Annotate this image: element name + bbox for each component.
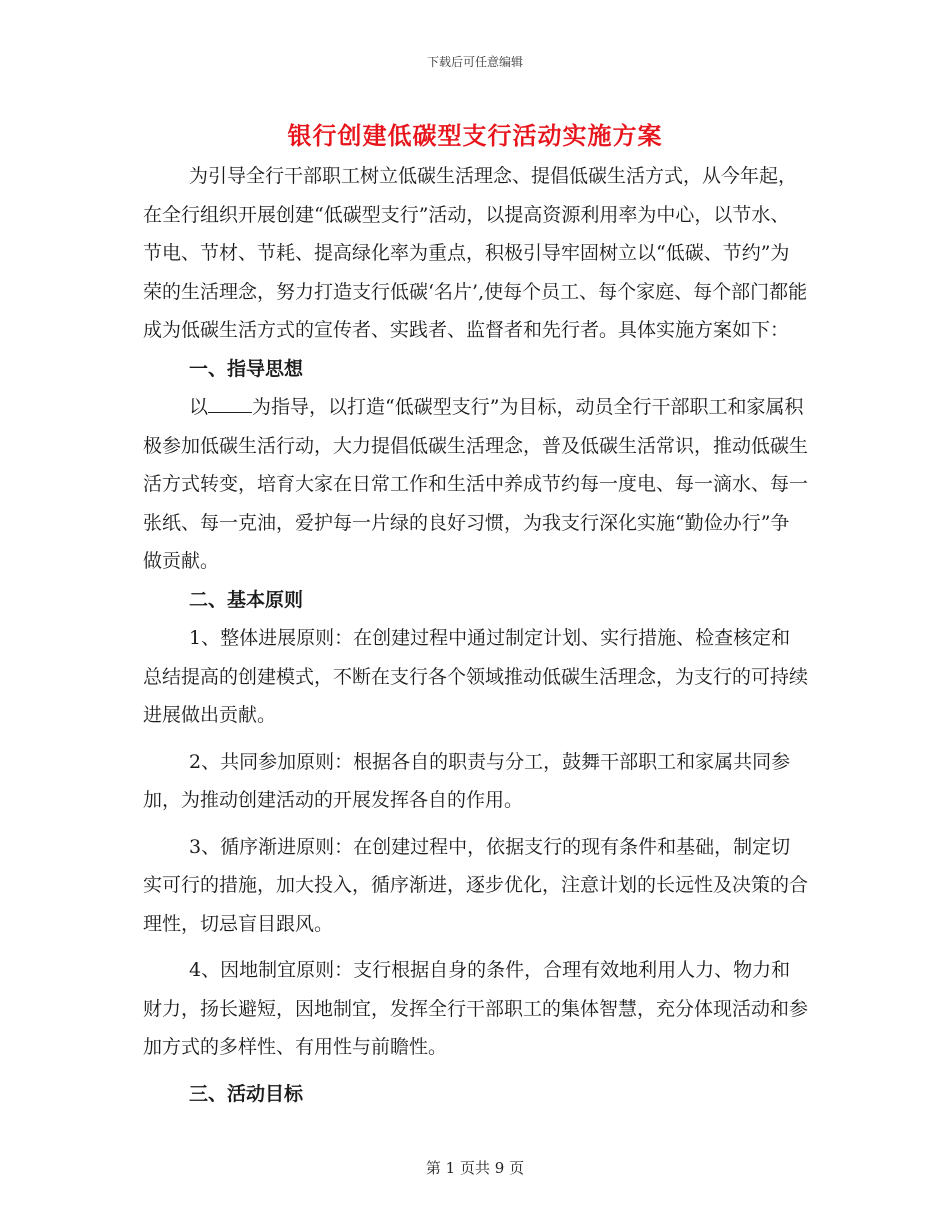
section1-text-rest: 为指导，以打造“低碳型支行”为目标，动员全行干部职工和家属积极参加低碳生活行动，大力提倡低碳生活理念，普及低碳生活常识，推动低碳生活方式转变，培育大家在日常工作和生活中养成节约每一度电、每一滴水、每一张纸、每一克油，爱护每一片绿的良好习惯，为我支行深化实施“勤俭办行”争做贡献。 bbox=[143, 396, 809, 572]
section1-paragraph bbox=[143, 388, 808, 581]
header-note: 下载后可任意编辑 bbox=[426, 55, 523, 69]
section3-heading: 三、活动目标 bbox=[189, 1082, 304, 1105]
section1-text-start: 以 bbox=[189, 396, 209, 418]
document-title: 银行创建低碳型支行活动实施方案 bbox=[287, 121, 663, 150]
fill-in-blank bbox=[208, 392, 252, 413]
document-body bbox=[143, 157, 808, 1113]
section2-heading: 二、基本原则 bbox=[189, 588, 304, 611]
section1-heading: 一、指导思想 bbox=[189, 357, 304, 380]
intro-paragraph: 为引导全行干部职工树立低碳生活理念、提倡低碳生活方式，从今年起，在全行组织开展创建“低碳型支行”活动，以提高资源利用率为中心，以节水、节电、节材、节耗、提高绿化率为重点，积极引导牢固树立以“低碳、节约”为荣的生活理念，努力打造支行低碳‘名片’,使每个员工、每个家庭、每个部门都能成为低碳生活方式的宣传者、实践者、监督者和先行者。具体实施方案如下： bbox=[143, 165, 808, 341]
principle-item: 2、共同参加原则：根据各自的职责与分工，鼓舞干部职工和家属共同参加，为推动创建活动的开展发挥各自的作用。 bbox=[143, 750, 791, 811]
principle-item: 1、整体进展原则：在创建过程中通过制定计划、实行措施、检查核定和总结提高的创建模式，不断在支行各个领域推动低碳生活理念，为支行的可持续进展做出贡献。 bbox=[143, 627, 809, 726]
principle-item: 4、因地制宜原则：支行根据自身的条件，合理有效地利用人力、物力和财力，扬长避短，因地制宜，发挥全行干部职工的集体智慧，充分体现活动和参加方式的多样性、有用性与前瞻性。 bbox=[143, 959, 809, 1058]
principle-item: 3、循序渐进原则：在创建过程中，依据支行的现有条件和基础，制定切实可行的措施，加大投入，循序渐进，逐步优化，注意计划的长远性及决策的合理性，切忌盲目跟风。 bbox=[143, 835, 809, 935]
page-footer: 第 1 页共 9 页 bbox=[425, 1159, 525, 1177]
